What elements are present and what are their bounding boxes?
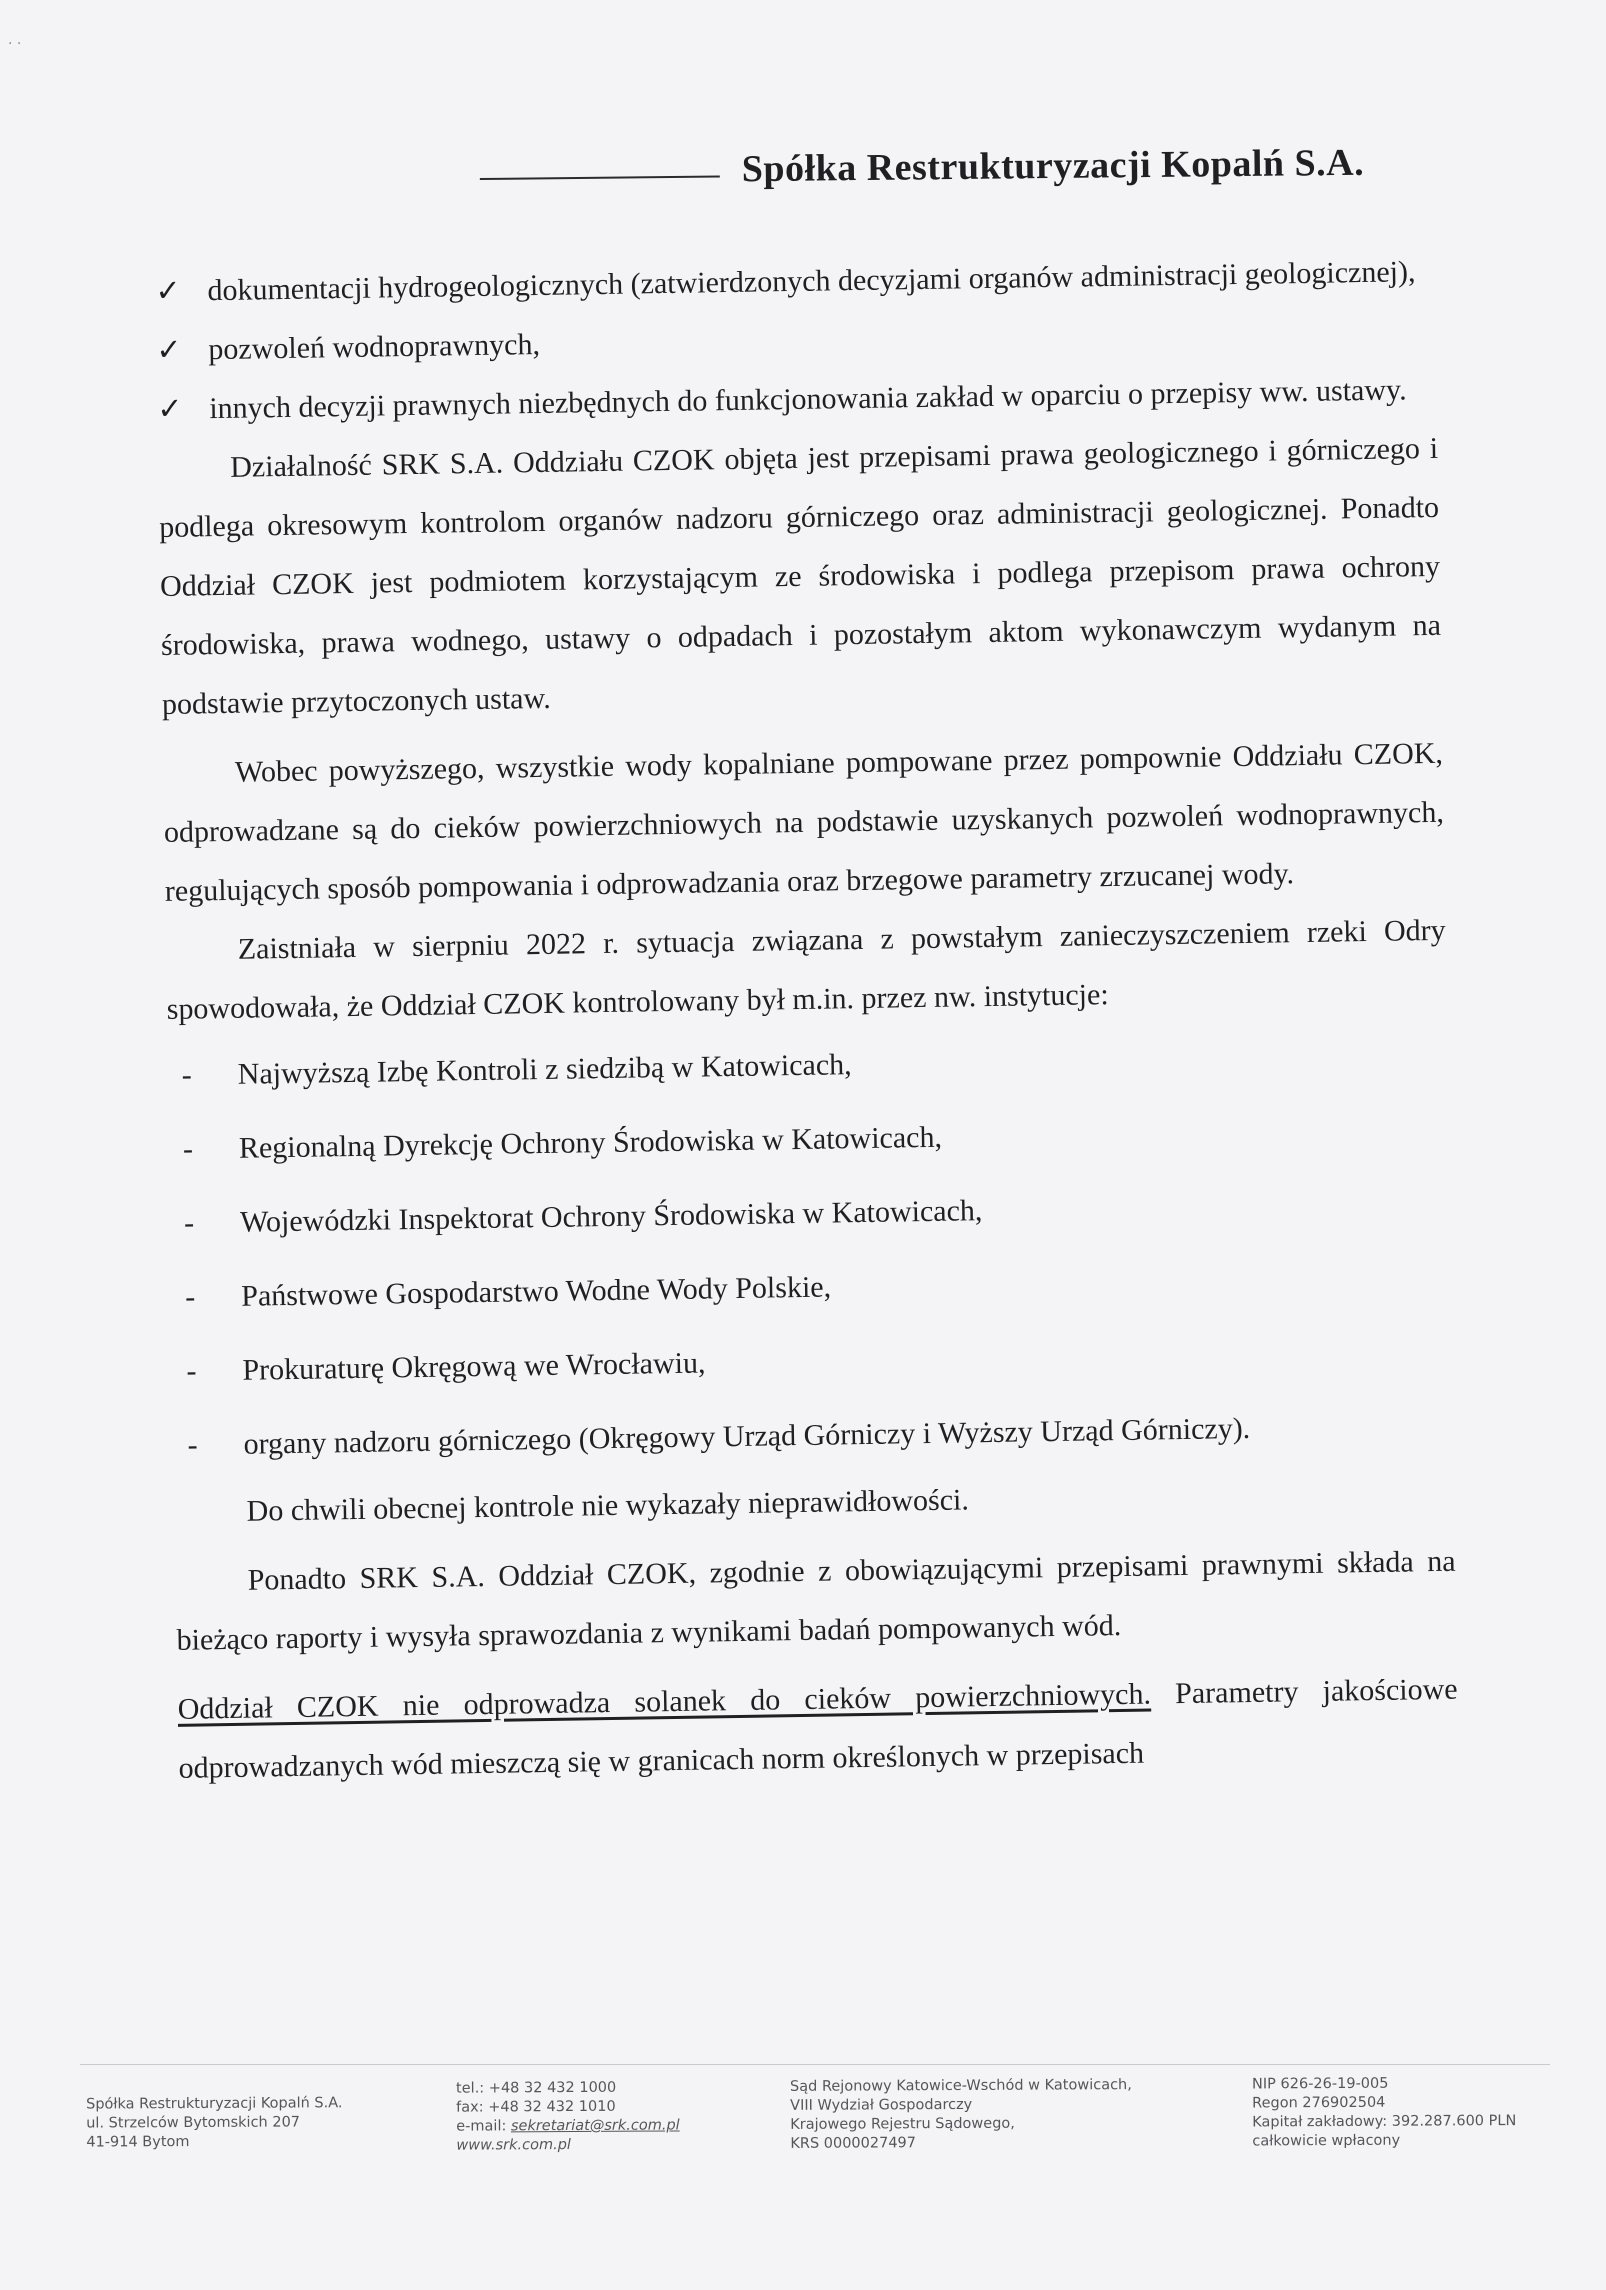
paragraph-no-irregularities: Do chwili obecnej kontrole nie wykazały nieprawidłowości. (246, 1483, 970, 1528)
court-name: Sąd Rejonowy Katowice-Wschód w Katowicach, (789, 2077, 1132, 2095)
share-capital: Kapitał zakładowy: 392.287.600 PLN (1252, 2113, 1517, 2131)
dash-bullet: - (186, 1354, 197, 1388)
checkmark-icon: ✓ (156, 333, 182, 367)
footer-email-line (456, 2116, 680, 2136)
dash-bullet: - (185, 1280, 196, 1314)
footer-tax-info (1252, 2074, 1516, 2151)
scan-edge-specks: · · (8, 36, 22, 52)
institution-name: Prokuraturę Okręgową we Wrocławiu, (242, 1346, 706, 1387)
dash-bullet: - (181, 1058, 193, 1092)
institution-name: Wojewódzki Inspektorat Ochrony Środowiska w Katowicach, (239, 1194, 983, 1239)
institution-name: organy nadzoru górniczego (Okręgowy Urząd Górniczy i Wyższy Urząd Górniczy). (243, 1411, 1251, 1461)
dash-bullet: - (182, 1132, 194, 1166)
court-division: VIII Wydział Gospodarczy (790, 2096, 973, 2114)
footer-fax: fax: +48 32 432 1010 (456, 2098, 616, 2116)
footer-address (86, 2094, 343, 2152)
dash-bullet: - (183, 1206, 195, 1240)
capital-paid-status: całkowicie wpłacony (1252, 2132, 1401, 2150)
paragraph-activity: Działalność SRK S.A. Oddziału CZOK objęta jest przepisami prawa geologicznego i górniczego i podlega okresowym kontrolom organów nadzoru górniczego oraz administracji geologicznej. Ponadto Oddział CZOK jest podmiotem korzystającym ze środowiska i podlega przepisom prawa ochrony środowiska, prawa wodnego, ustawy o odpadach i pozostałym aktom wykonawczym wydanym na podstawie przytoczonych ustaw. (158, 431, 1442, 721)
footer-company: Spółka Restrukturyzacji Kopalń S.A. (86, 2095, 343, 2113)
email-label: e-mail: (456, 2118, 511, 2135)
checkmark-icon: ✓ (155, 274, 181, 308)
institution-name: Najwyższą Izbę Kontroli z siedzibą w Katowicach, (237, 1048, 852, 1091)
letterhead-rule (480, 175, 720, 180)
footer-divider (80, 2064, 1550, 2065)
krs-number: KRS 0000027497 (790, 2135, 917, 2152)
website-link[interactable]: www.srk.com.pl (456, 2137, 571, 2154)
paragraph-odra-situation: Zaistniała w sierpniu 2022 r. sytuacja związana z powstałym zanieczyszczeniem rzeki Odry spowodowała, że Oddział CZOK kontrolowany był m.in. przez nw. instytucje: (166, 913, 1446, 1026)
check-item-text: pozwoleń wodnoprawnych, (208, 327, 541, 367)
institutions-list (167, 1019, 1454, 1483)
checkmark-icon: ✓ (157, 392, 183, 426)
check-list (155, 242, 1438, 439)
footer-phone: tel.: +48 32 432 1000 (455, 2079, 617, 2097)
letterhead (480, 140, 1400, 194)
brine-statement-underlined: Oddział CZOK nie odprowadza solanek do cieków powierzchniowych. (177, 1677, 1152, 1726)
institution-name: Państwowe Gospodarstwo Wodne Wody Polskie, (240, 1270, 832, 1313)
regon-number: Regon 276902504 (1252, 2094, 1386, 2112)
footer-city: 41-914 Bytom (86, 2134, 190, 2151)
nip-number: NIP 626-26-19-005 (1251, 2075, 1389, 2093)
footer-contact (456, 2078, 680, 2155)
court-register: Krajowego Rejestru Sądowego, (790, 2115, 1015, 2133)
document-body (155, 242, 1459, 1798)
footer-court-registry (790, 2076, 1132, 2154)
check-item-text: dokumentacji hydrogeologicznych (zatwierdzonych decyzjami organów administracji geologicznej), (207, 255, 1416, 308)
institution-name: Regionalną Dyrekcję Ochrony Środowiska w Katowicach, (238, 1120, 943, 1165)
brine-statement-rest: Parametry jakościowe odprowadzanych wód mieszczą się w granicach norm określonych w przepisach (178, 1672, 1458, 1785)
dash-bullet: - (187, 1428, 198, 1462)
footer-street: ul. Strzelców Bytomskich 207 (86, 2114, 301, 2132)
paragraph-reports: Ponadto SRK S.A. Oddział CZOK, zgodnie z obowiązującymi przepisami prawnymi składa na bieżąco raporty i wysyła sprawozdania z wynikami badań pompowanych wód. (176, 1544, 1456, 1657)
letter-footer (0, 2074, 1606, 2192)
email-link[interactable]: sekretariat@srk.com.pl (510, 2117, 680, 2135)
company-name: Spółka Restrukturyzacji Kopalń S.A. (741, 141, 1365, 191)
paragraph-brine (177, 1660, 1459, 1798)
paragraph-mine-water: Wobec powyższego, wszystkie wody kopalniane pompowane przez pompownie Oddziału CZOK, odprowadzane są do cieków powierzchniowych na podstawie uzyskanych pozwoleń wodnoprawnych, regulujących sposób pompowania i odprowadzania oraz brzegowe parametry zrzucanej wody. (163, 736, 1445, 908)
check-item-text: innych decyzji prawnych niezbędnych do funkcjonowania zakład w oparciu o przepisy ww. ustawy. (209, 373, 1407, 426)
